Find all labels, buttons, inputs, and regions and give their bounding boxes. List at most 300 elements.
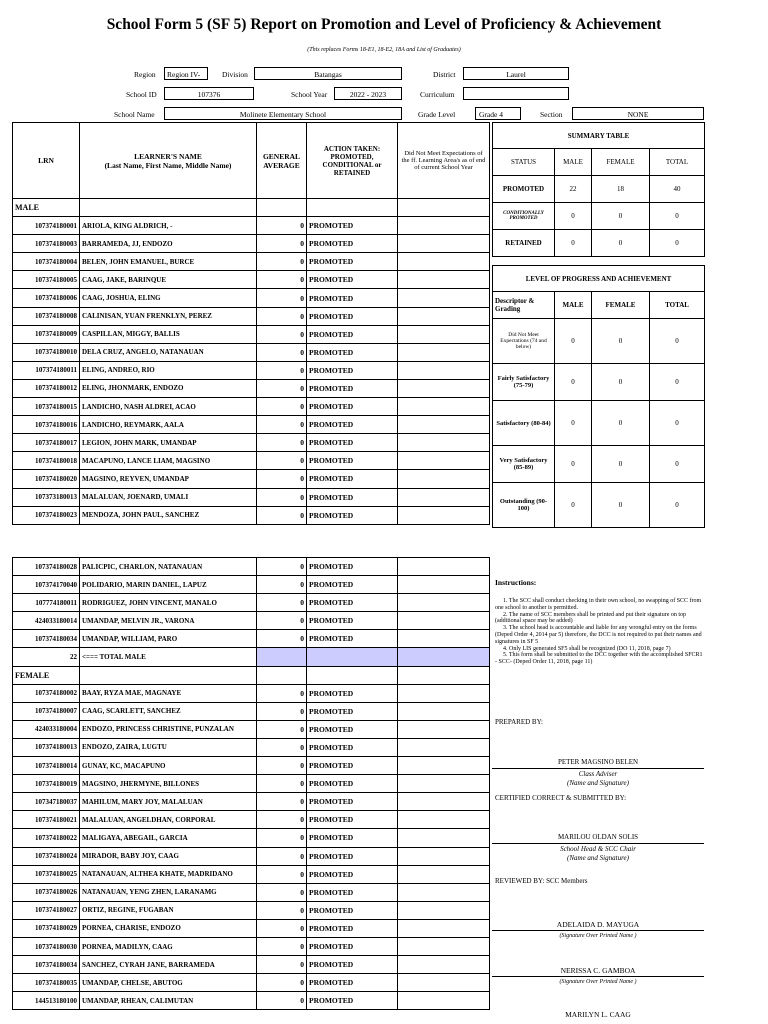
lrn-cell: 107374180034 <box>13 630 80 648</box>
progress-total: 0 <box>650 446 705 483</box>
progress-descriptor: Outstanding (90-100) <box>493 483 555 528</box>
action-cell: PROMOTED <box>307 720 398 738</box>
dnme-cell <box>398 558 490 576</box>
instruction-item: 2. The name of SCC members shall be printed and put their signature on top (additional space may be added) <box>495 611 687 625</box>
table-row <box>13 974 490 992</box>
name-cell: PORNEA, CHARISE, ENDOZO <box>80 919 257 937</box>
dnme-cell <box>398 434 490 452</box>
grade-level-field[interactable]: Grade 4 <box>475 107 521 120</box>
dnme-cell <box>398 271 490 289</box>
average-cell: 0 <box>257 558 307 576</box>
col-name <box>80 123 257 199</box>
school-year-field[interactable]: 2022 - 2023 <box>334 87 402 100</box>
table-row <box>13 271 490 289</box>
average-cell: 0 <box>257 775 307 793</box>
action-cell: PROMOTED <box>307 506 398 524</box>
progress-row <box>493 446 705 483</box>
progress-row <box>493 364 705 401</box>
table-row <box>13 488 490 506</box>
dnme-cell <box>398 398 490 416</box>
dnme-cell <box>398 992 490 1010</box>
lrn-cell: 107374180019 <box>13 775 80 793</box>
progress-female: 0 <box>592 319 650 364</box>
name-cell: LEGION, JOHN MARK, UMANDAP <box>80 434 257 452</box>
table-row <box>13 738 490 756</box>
female-section-label: FEMALE <box>13 666 80 684</box>
lrn-cell: 107374180012 <box>13 379 80 397</box>
progress-total: 0 <box>650 401 705 446</box>
section-label: Section <box>540 110 563 119</box>
dnme-cell <box>398 488 490 506</box>
table-row <box>13 847 490 865</box>
reviewed-label: REVIEWED BY: SCC Members <box>495 877 588 885</box>
name-cell: NATANAUAN, ALTHEA KHATE, MADRIDANO <box>80 865 257 883</box>
average-cell: 0 <box>257 434 307 452</box>
action-cell: PROMOTED <box>307 558 398 576</box>
action-cell: PROMOTED <box>307 811 398 829</box>
learner-table-header <box>12 122 490 199</box>
action-cell: PROMOTED <box>307 343 398 361</box>
table-row <box>13 379 490 397</box>
action-cell: PROMOTED <box>307 307 398 325</box>
instruction-item: 4. Only LIS generated SF5 shall be recognized (DO 11, 2018, page 7) <box>503 645 671 652</box>
name-cell: BELEN, JOHN EMANUEL, BURCE <box>80 253 257 271</box>
table-row <box>13 901 490 919</box>
table-row <box>13 720 490 738</box>
summary-status: RETAINED <box>493 230 555 257</box>
progress-descriptor: Did Not Meet Expectations (74 and below) <box>493 319 555 364</box>
dnme-cell <box>398 829 490 847</box>
summary-total: 0 <box>650 230 705 257</box>
average-cell: 0 <box>257 992 307 1010</box>
table-row <box>13 757 490 775</box>
dnme-cell <box>398 506 490 524</box>
name-cell: MACAPUNO, LANCE LIAM, MAGSINO <box>80 452 257 470</box>
division-label: Division <box>222 70 248 79</box>
table-row <box>13 775 490 793</box>
dnme-cell <box>398 325 490 343</box>
summary-female: 18 <box>592 176 650 203</box>
action-cell: PROMOTED <box>307 217 398 235</box>
dnme-cell <box>398 793 490 811</box>
summary-total: 0 <box>650 203 705 230</box>
dnme-cell <box>398 470 490 488</box>
name-cell: NATANAUAN, YENG ZHEN, LARANAMG <box>80 883 257 901</box>
average-cell: 0 <box>257 956 307 974</box>
action-cell: PROMOTED <box>307 235 398 253</box>
dnme-cell <box>398 738 490 756</box>
dnme-cell <box>398 811 490 829</box>
dnme-cell <box>398 416 490 434</box>
average-cell: 0 <box>257 361 307 379</box>
curriculum-label: Curriculum <box>420 90 455 99</box>
average-cell: 0 <box>257 398 307 416</box>
lrn-cell: 107374180005 <box>13 271 80 289</box>
name-cell: PORNEA, MADILYN, CAAG <box>80 937 257 955</box>
lrn-cell: 107374180001 <box>13 217 80 235</box>
dnme-cell <box>398 847 490 865</box>
school-year-label: School Year <box>291 90 328 99</box>
progress-head-descriptor: Descriptor & Grading <box>493 292 555 319</box>
average-cell: 0 <box>257 901 307 919</box>
name-cell: MALIGAYA, ABEGAIL, GARCIA <box>80 829 257 847</box>
table-row <box>13 793 490 811</box>
total-male-label: <=== TOTAL MALE <box>80 648 257 666</box>
name-cell: GUNAY, KC, MACAPUNO <box>80 757 257 775</box>
school-name-label: School Name <box>114 110 155 119</box>
table-row <box>13 253 490 271</box>
lrn-cell: 107374180022 <box>13 829 80 847</box>
table-row <box>13 865 490 883</box>
name-cell: MENDOZA, JOHN PAUL, SANCHEZ <box>80 506 257 524</box>
average-cell: 0 <box>257 289 307 307</box>
lrn-cell: 107374180006 <box>13 289 80 307</box>
average-cell: 0 <box>257 253 307 271</box>
average-cell: 0 <box>257 325 307 343</box>
total-male-row <box>13 648 490 666</box>
lrn-cell: 424033180004 <box>13 720 80 738</box>
instruction-item: 5. This form shall be submitted to the DCC together with the accomplished SFCR1 - SCC- (Deped Order 11, 2018, page 11) <box>495 652 703 666</box>
summary-table <box>492 122 705 257</box>
form-subtitle: (This replaces Forms 18-E1, 18-E2, 18A and List of Graduates) <box>307 47 461 53</box>
grade-level-label: Grade Level <box>418 110 456 119</box>
table-row <box>13 684 490 702</box>
progress-table <box>492 265 705 528</box>
dnme-cell <box>398 883 490 901</box>
name-cell: MAHILUM, MARY JOY, MALALUAN <box>80 793 257 811</box>
action-cell: PROMOTED <box>307 325 398 343</box>
action-cell: PROMOTED <box>307 684 398 702</box>
average-cell: 0 <box>257 235 307 253</box>
name-cell: UMANDAP, MELVIN JR., VARONA <box>80 612 257 630</box>
name-cell: UMANDAP, CHELSE, ABUTOG <box>80 974 257 992</box>
action-cell: PROMOTED <box>307 775 398 793</box>
dnme-cell <box>398 452 490 470</box>
name-cell: CAAG, JAKE, BARINQUE <box>80 271 257 289</box>
name-cell: LANDICHO, NASH ALDREI, ACAO <box>80 398 257 416</box>
name-cell: LANDICHO, REYMARK, AALA <box>80 416 257 434</box>
lrn-cell: 107374180011 <box>13 361 80 379</box>
lrn-cell: 107374180035 <box>13 974 80 992</box>
instruction-item: 1. The SCC shall conduct checking in their own school, no swapping of SCC from one school to another is permitted. <box>495 598 702 611</box>
action-cell: PROMOTED <box>307 416 398 434</box>
lrn-cell: 107374180009 <box>13 325 80 343</box>
average-cell: 0 <box>257 576 307 594</box>
form-title: School Form 5 (SF 5) Report on Promotion and Level of Proficiency & Achievement <box>106 16 662 33</box>
average-cell: 0 <box>257 630 307 648</box>
dnme-cell <box>398 956 490 974</box>
progress-row <box>493 401 705 446</box>
name-cell: UMANDAP, RHEAN, CALIMUTAN <box>80 992 257 1010</box>
dnme-cell <box>398 684 490 702</box>
average-cell: 0 <box>257 506 307 524</box>
average-cell: 0 <box>257 974 307 992</box>
division-field[interactable]: Batangas <box>254 67 402 80</box>
table-row <box>13 325 490 343</box>
col-name-title: LEARNER'S NAME <box>134 151 202 161</box>
progress-male: 0 <box>555 401 592 446</box>
action-cell: PROMOTED <box>307 738 398 756</box>
average-cell: 0 <box>257 829 307 847</box>
progress-male: 0 <box>555 364 592 401</box>
member3-name: MARILYN L. CAAG <box>565 1010 631 1019</box>
action-cell: PROMOTED <box>307 594 398 612</box>
summary-female: 0 <box>592 203 650 230</box>
lrn-cell: 107374180002 <box>13 684 80 702</box>
lrn-cell: 107374180013 <box>13 738 80 756</box>
dnme-cell <box>398 974 490 992</box>
head-role: School Head & SCC Chair <box>560 845 636 853</box>
summary-status: CONDITIONALLY PROMOTED <box>493 203 555 230</box>
average-cell: 0 <box>257 702 307 720</box>
average-cell: 0 <box>257 738 307 756</box>
name-cell: ENDOZO, PRINCESS CHRISTINE, PUNZALAN <box>80 720 257 738</box>
lrn-cell: 107374180021 <box>13 811 80 829</box>
progress-row <box>493 319 705 364</box>
school-name-field[interactable]: Molinete Elementary School <box>164 107 402 120</box>
member2-sub: (Signature Over Printed Name ) <box>559 979 637 985</box>
progress-descriptor: Satisfactory (80-84) <box>493 401 555 446</box>
table-row <box>13 883 490 901</box>
action-cell: PROMOTED <box>307 956 398 974</box>
name-cell: CAAG, JOSHUA, ELING <box>80 289 257 307</box>
action-cell: PROMOTED <box>307 901 398 919</box>
curriculum-field[interactable] <box>463 87 569 100</box>
name-cell: MIRADOR, BABY JOY, CAAG <box>80 847 257 865</box>
dnme-cell <box>398 235 490 253</box>
member1-name: ADELAIDA D. MAYUGA <box>556 920 640 929</box>
progress-title: LEVEL OF PROGRESS AND ACHIEVEMENT <box>493 266 705 292</box>
summary-row <box>493 203 705 230</box>
summary-female: 0 <box>592 230 650 257</box>
member2-name: NERISSA C. GAMBOA <box>560 966 636 975</box>
table-row <box>13 217 490 235</box>
prepared-by-label: PREPARED BY: <box>495 718 543 726</box>
district-field[interactable]: Laurel <box>463 67 569 80</box>
lrn-cell: 107374180028 <box>13 558 80 576</box>
action-cell: PROMOTED <box>307 974 398 992</box>
action-cell: PROMOTED <box>307 398 398 416</box>
action-cell: PROMOTED <box>307 452 398 470</box>
lrn-cell: 107374180007 <box>13 702 80 720</box>
action-cell: PROMOTED <box>307 829 398 847</box>
dnme-cell <box>398 343 490 361</box>
progress-head-female: FEMALE <box>592 292 650 319</box>
dnme-cell <box>398 937 490 955</box>
lrn-cell: 107374180023 <box>13 506 80 524</box>
average-cell: 0 <box>257 757 307 775</box>
average-cell: 0 <box>257 811 307 829</box>
section-field[interactable]: NONE <box>572 107 704 120</box>
lrn-cell: 107374180010 <box>13 343 80 361</box>
dnme-cell <box>398 576 490 594</box>
average-cell: 0 <box>257 343 307 361</box>
table-row <box>13 919 490 937</box>
table-row <box>13 343 490 361</box>
action-cell: PROMOTED <box>307 630 398 648</box>
table-row <box>13 361 490 379</box>
summary-head-female: FEMALE <box>592 149 650 176</box>
name-cell: MAGSINO, JHERMYNE, BILLONES <box>80 775 257 793</box>
action-cell: PROMOTED <box>307 847 398 865</box>
table-row <box>13 630 490 648</box>
table-row <box>13 992 490 1010</box>
name-cell: BARRAMEDA, JJ, ENDOZO <box>80 235 257 253</box>
average-cell: 0 <box>257 883 307 901</box>
table-row <box>13 452 490 470</box>
lrn-cell: 144513180100 <box>13 992 80 1010</box>
action-cell: PROMOTED <box>307 865 398 883</box>
summary-row <box>493 176 705 203</box>
table-row <box>13 811 490 829</box>
table-row <box>13 434 490 452</box>
summary-row <box>493 230 705 257</box>
table-row <box>13 470 490 488</box>
name-cell: BAAY, RYZA MAE, MAGNAYE <box>80 684 257 702</box>
action-cell: PROMOTED <box>307 757 398 775</box>
action-cell: PROMOTED <box>307 612 398 630</box>
certified-label: CERTIFIED CORRECT & SUBMITTED BY: <box>495 794 627 802</box>
col-lrn: LRN <box>13 123 80 199</box>
lrn-cell: 107373180013 <box>13 488 80 506</box>
summary-head-male: MALE <box>555 149 592 176</box>
action-cell: PROMOTED <box>307 576 398 594</box>
average-cell: 0 <box>257 217 307 235</box>
col-dnme: Did Not Meet Expectations of the ff. Learning Area/s as of end of current School Year <box>398 123 490 199</box>
lrn-cell: 107374170040 <box>13 576 80 594</box>
progress-descriptor: Fairly Satisfactory (75-79) <box>493 364 555 401</box>
average-cell: 0 <box>257 612 307 630</box>
progress-female: 0 <box>592 401 650 446</box>
lrn-cell: 107374180018 <box>13 452 80 470</box>
dnme-cell <box>398 720 490 738</box>
dnme-cell <box>398 217 490 235</box>
dnme-cell <box>398 361 490 379</box>
lrn-cell: 107374180004 <box>13 253 80 271</box>
lrn-cell: 107374180003 <box>13 235 80 253</box>
table-row <box>13 612 490 630</box>
action-cell: PROMOTED <box>307 488 398 506</box>
name-cell: UMANDAP, WILLIAM, PARO <box>80 630 257 648</box>
table-row <box>13 416 490 434</box>
action-cell: PROMOTED <box>307 919 398 937</box>
name-cell: MAGSINO, REYVEN, UMANDAP <box>80 470 257 488</box>
action-cell: PROMOTED <box>307 992 398 1010</box>
name-cell: POLIDARIO, MARIN DANIEL, LAPUZ <box>80 576 257 594</box>
action-cell: PROMOTED <box>307 253 398 271</box>
name-cell: MALALUAN, JOENARD, UMALI <box>80 488 257 506</box>
action-cell: PROMOTED <box>307 434 398 452</box>
table-row <box>13 702 490 720</box>
table-row <box>13 307 490 325</box>
action-cell: PROMOTED <box>307 793 398 811</box>
dnme-cell <box>398 901 490 919</box>
instructions-title: Instructions: <box>495 578 537 587</box>
action-cell: PROMOTED <box>307 289 398 307</box>
average-cell: 0 <box>257 919 307 937</box>
male-section-row <box>13 199 490 217</box>
name-cell: ELING, JHONMARK, ENDOZO <box>80 379 257 397</box>
table-row <box>13 506 490 524</box>
member1-sub: (Signature Over Printed Name ) <box>559 933 637 939</box>
summary-head-status: STATUS <box>493 149 555 176</box>
head-name: MARILOU OLDAN SOLIS <box>557 833 639 841</box>
col-average: GENERAL AVERAGE <box>257 123 307 199</box>
region-field[interactable]: Region IV- <box>164 67 208 80</box>
progress-head-male: MALE <box>555 292 592 319</box>
name-cell: MALALUAN, ANGELDHAN, CORPORAL <box>80 811 257 829</box>
col-name-subtitle: (Last Name, First Name, Middle Name) <box>104 160 232 170</box>
average-cell: 0 <box>257 307 307 325</box>
table-row <box>13 829 490 847</box>
name-cell: RODRIGUEZ, JOHN VINCENT, MANALO <box>80 594 257 612</box>
name-cell: SANCHEZ, CYRAH JANE, BARRAMEDA <box>80 956 257 974</box>
dnme-cell <box>398 702 490 720</box>
summary-total: 40 <box>650 176 705 203</box>
progress-total: 0 <box>650 364 705 401</box>
progress-row <box>493 483 705 528</box>
action-cell: PROMOTED <box>307 937 398 955</box>
lrn-cell: 107374180027 <box>13 901 80 919</box>
learner-table-part2 <box>12 557 490 1010</box>
summary-male: 0 <box>555 230 592 257</box>
average-cell: 0 <box>257 684 307 702</box>
lrn-cell: 107374180029 <box>13 919 80 937</box>
progress-male: 0 <box>555 483 592 528</box>
average-cell: 0 <box>257 720 307 738</box>
school-id-field[interactable]: 107376 <box>164 87 254 100</box>
action-cell: PROMOTED <box>307 470 398 488</box>
summary-male: 0 <box>555 203 592 230</box>
summary-male: 22 <box>555 176 592 203</box>
female-section-row <box>13 666 490 684</box>
action-cell: PROMOTED <box>307 361 398 379</box>
lrn-cell: 107374180024 <box>13 847 80 865</box>
name-cell: CALINISAN, YUAN FRENKLYN, PEREZ <box>80 307 257 325</box>
average-cell: 0 <box>257 488 307 506</box>
dnme-cell <box>398 775 490 793</box>
action-cell: PROMOTED <box>307 379 398 397</box>
dnme-cell <box>398 865 490 883</box>
lrn-cell: 107374180014 <box>13 757 80 775</box>
male-section-label: MALE <box>13 199 80 217</box>
school-id-label: School ID <box>126 90 157 99</box>
name-cell: PALICPIC, CHARLON, NATANAUAN <box>80 558 257 576</box>
adviser-name: PETER MAGSINO BELEN <box>557 758 639 766</box>
summary-status: PROMOTED <box>493 176 555 203</box>
progress-male: 0 <box>555 319 592 364</box>
table-row <box>13 558 490 576</box>
average-cell: 0 <box>257 452 307 470</box>
table-row <box>13 937 490 955</box>
col-action: ACTION TAKEN: PROMOTED, CONDITIONAL or RETAINED <box>307 123 398 199</box>
lrn-cell: 107374180026 <box>13 883 80 901</box>
name-cell: DELA CRUZ, ANGELO, NATANAUAN <box>80 343 257 361</box>
lrn-cell: 107374180016 <box>13 416 80 434</box>
dnme-cell <box>398 253 490 271</box>
name-cell: ORTIZ, REGINE, FUGABAN <box>80 901 257 919</box>
name-cell: CAAG, SCARLETT, SANCHEZ <box>80 702 257 720</box>
dnme-cell <box>398 757 490 775</box>
dnme-cell <box>398 612 490 630</box>
adviser-sub: (Name and Signature) <box>567 779 629 787</box>
learner-table-part1 <box>12 198 490 525</box>
average-cell: 0 <box>257 847 307 865</box>
average-cell: 0 <box>257 865 307 883</box>
average-cell: 0 <box>257 470 307 488</box>
table-row <box>13 398 490 416</box>
action-cell: PROMOTED <box>307 271 398 289</box>
